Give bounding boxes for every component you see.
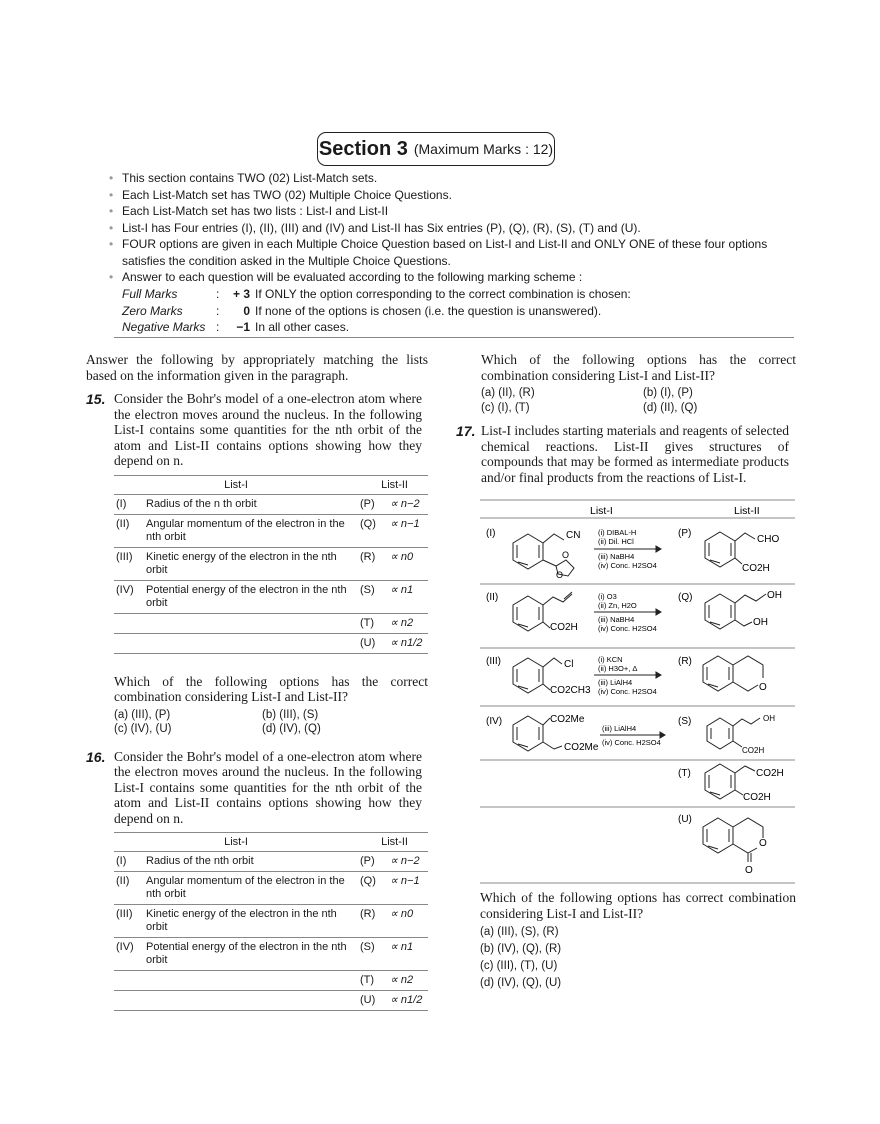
group-o: O <box>759 838 767 849</box>
q15-option-c[interactable]: (c) (IV), (U) <box>114 723 172 735</box>
reagent: (iii) LiAlH4 <box>602 724 637 733</box>
row-dependence: ∝ n1 <box>388 938 428 971</box>
row-dependence: ∝ n0 <box>388 547 428 580</box>
instruction-item: • Answer to each question will be evaluated according to the following marking scheme : <box>106 269 796 286</box>
row-roman: (II) <box>114 514 144 547</box>
scheme-value: + 3 <box>232 287 250 301</box>
right-column <box>456 352 796 485</box>
instruction-item: • Each List-Match set has TWO (02) Multiple Choice Questions. <box>106 187 796 204</box>
row-roman: (III) <box>114 905 144 938</box>
intro-paragraph: Answer the following by appropriately matching the lists based on the information given in the paragraph. <box>86 352 428 383</box>
row-dependence: ∝ n−2 <box>388 494 428 514</box>
row-quantity <box>144 613 358 633</box>
table-row <box>114 905 428 938</box>
row-roman <box>114 613 144 633</box>
row-dependence: ∝ n−1 <box>388 514 428 547</box>
left-column <box>86 352 428 1011</box>
scheme-text: If none of the options is chosen (i.e. the question is unanswered). <box>255 303 602 318</box>
q16-option-b[interactable]: (b) (I), (P) <box>643 387 693 399</box>
group-o: O <box>759 682 767 693</box>
scheme-value: −1 <box>236 320 250 334</box>
q15-options <box>114 708 428 737</box>
reagent: (ii) Dil. HCl <box>598 537 634 546</box>
q17-option-b[interactable]: (b) (IV), (Q), (R) <box>480 943 562 955</box>
reagent: (ii) Zn, H2O <box>598 601 637 610</box>
group-o: O <box>556 570 564 580</box>
table-row <box>114 872 428 905</box>
row-roman: (IV) <box>114 580 144 613</box>
section-header <box>317 132 555 166</box>
q17-label-IV: (IV) <box>486 716 503 727</box>
q17-option-d[interactable]: (d) (IV), (Q), (U) <box>480 977 562 989</box>
table-row <box>114 971 428 991</box>
group-co2h: CO2H <box>742 563 770 574</box>
row-dependence: ∝ n−1 <box>388 872 428 905</box>
row-key: (S) <box>358 938 388 971</box>
group-oh: OH <box>753 617 768 628</box>
group-co2h: CO2H <box>742 746 765 755</box>
q16-table <box>114 832 428 1011</box>
group-co2h: CO2H <box>756 768 784 779</box>
row-quantity: Angular momentum of the electron in the nth orbit <box>144 872 358 905</box>
q15-option-a[interactable]: (a) (III), (P) <box>114 708 171 721</box>
reagent: (iv) Conc. H2SO4 <box>598 687 657 696</box>
table-row <box>114 852 428 872</box>
q16-option-c[interactable]: (c) (I), (T) <box>481 401 530 414</box>
q16-stem <box>86 749 428 827</box>
scheme-row-full: Full Marks : + 3 If ONLY the option corresponding to the correct combination is chosen: <box>122 287 631 301</box>
row-quantity <box>144 991 358 1011</box>
group-co2h: CO2H <box>550 622 578 633</box>
instruction-item: • FOUR options are given in each Multiple Choice Question based on List-I and List-II and ONLY ONE of these four options satisfies the condition asked in the Multiple Choice Questions. <box>106 236 796 269</box>
q17-chem-table <box>480 498 796 888</box>
row-roman: (I) <box>114 852 144 872</box>
scheme-label: Zero Marks <box>122 303 183 318</box>
q15-question: Which of the following options has the correct combination considering List-I and List-II? <box>114 673 428 704</box>
reagent: (ii) H3O+, Δ <box>598 664 638 673</box>
reagent: (iv) Conc. H2SO4 <box>598 624 657 633</box>
table-row <box>114 580 428 613</box>
group-cl: Cl <box>564 659 574 670</box>
instruction-item: • Each List-Match set has two lists : List-I and List-II <box>106 203 796 220</box>
row-key: (S) <box>358 580 388 613</box>
reagent: (iii) LiAlH4 <box>598 678 633 687</box>
q17-head-list2: List-II <box>734 505 760 517</box>
instruction-item: • List-I has Four entries (I), (II), (III) and (IV) and List-II has Six entries (P), (Q), (R), (S), (T) and (U). <box>106 220 796 237</box>
table-row <box>114 613 428 633</box>
reagent: (iv) Conc. H2SO4 <box>598 561 657 570</box>
row-quantity: Kinetic energy of the electron in the nth orbit <box>144 905 358 938</box>
row-key: (P) <box>358 852 388 872</box>
reagent: (iii) NaBH4 <box>598 615 635 624</box>
row-dependence: ∝ n1/2 <box>388 991 428 1011</box>
marking-scheme <box>122 286 631 336</box>
row-roman: (IV) <box>114 938 144 971</box>
scheme-row-negative: Negative Marks : −1 In all other cases. <box>122 320 350 334</box>
q17-number: 17. <box>456 423 476 439</box>
row-roman: (II) <box>114 872 144 905</box>
group-co2me: CO2Me <box>564 742 599 753</box>
row-roman <box>114 971 144 991</box>
q15-stem <box>86 391 428 469</box>
row-quantity: Potential energy of the electron in the nth orbit <box>144 580 358 613</box>
group-co2h: CO2H <box>743 792 771 803</box>
row-key: (U) <box>358 991 388 1011</box>
row-dependence: ∝ n2 <box>388 613 428 633</box>
group-oh: OH <box>763 714 775 723</box>
reagent: (i) DIBAL-H <box>598 528 637 537</box>
row-quantity: Angular momentum of the electron in the nth orbit <box>144 514 358 547</box>
row-roman: (I) <box>114 494 144 514</box>
row-key: (T) <box>358 613 388 633</box>
q15-number: 15. <box>86 391 106 407</box>
q17-label-R: (R) <box>678 656 692 667</box>
reagent: (iv) Conc. H2SO4 <box>602 738 661 747</box>
row-quantity: Radius of the nth orbit <box>144 852 358 872</box>
reagent: (i) KCN <box>598 655 623 664</box>
row-key: (P) <box>358 494 388 514</box>
row-dependence: ∝ n2 <box>388 971 428 991</box>
q17-label-T: (T) <box>678 768 691 779</box>
group-o: O <box>562 550 570 560</box>
q16-option-d[interactable]: (d) (II), (Q) <box>643 401 698 414</box>
row-quantity <box>144 633 358 653</box>
section-marks: (Maximum Marks : 12) <box>413 141 554 157</box>
list1-header: List-I <box>114 833 358 852</box>
q16-text: Consider the Bohr's model of a one-electron atom where the electron moves around the nucleus. In the following List-I contains some quantities for the nth orbit of the atom and List-II contains options showing how they depend on n. <box>114 748 422 826</box>
q17-question-block <box>480 890 796 992</box>
group-o: O <box>745 865 753 876</box>
row-roman <box>114 633 144 653</box>
q17-head-list1: List-I <box>590 505 613 517</box>
q17-question: Which of the following options has correct combination considering List-I and List-II? <box>480 890 796 921</box>
row-key: (T) <box>358 971 388 991</box>
list2-header: List-II <box>358 475 428 494</box>
group-co2ch3: CO2CH3 <box>550 685 591 696</box>
reagent: (iii) NaBH4 <box>598 552 635 561</box>
q15-table <box>114 475 428 654</box>
table-row <box>114 514 428 547</box>
q17-option-c[interactable]: (c) (III), (T), (U) <box>480 960 558 972</box>
row-dependence: ∝ n−2 <box>388 852 428 872</box>
row-key: (R) <box>358 547 388 580</box>
row-key: (U) <box>358 633 388 653</box>
q17-label-P: (P) <box>678 528 692 539</box>
row-quantity: Kinetic energy of the electron in the nth orbit <box>144 547 358 580</box>
table-row <box>114 547 428 580</box>
group-co2me: CO2Me <box>550 714 585 725</box>
divider <box>114 337 794 338</box>
group-oh: OH <box>767 590 782 601</box>
scheme-label: Negative Marks <box>122 320 206 334</box>
row-key: (Q) <box>358 514 388 547</box>
row-quantity <box>144 971 358 991</box>
table-row <box>114 633 428 653</box>
scheme-value: 0 <box>243 303 250 318</box>
table-row <box>114 991 428 1011</box>
q15-text: Consider the Bohr's model of a one-electron atom where the electron moves around the nucleus. In the following List-I contains some quantities for the nth orbit of the atom and List-II contains options showing how they depend on n. <box>114 391 422 468</box>
row-quantity: Radius of the n th orbit <box>144 494 358 514</box>
reagent: (i) O3 <box>598 592 617 601</box>
scheme-row-zero: Zero Marks : 0 If none of the options is chosen (i.e. the question is unanswered). <box>122 303 602 318</box>
row-quantity: Potential energy of the electron in the nth orbit <box>144 938 358 971</box>
q16-number: 16. <box>86 748 106 765</box>
q16-options <box>481 386 796 415</box>
q17-stem <box>456 423 796 485</box>
group-cho: CHO <box>757 534 780 545</box>
row-dependence: ∝ n0 <box>388 905 428 938</box>
group-cn: CN <box>566 530 581 541</box>
row-dependence: ∝ n1 <box>388 580 428 613</box>
q17-label-III: (III) <box>486 656 501 667</box>
q17-option-a[interactable]: (a) (III), (S), (R) <box>480 926 559 938</box>
q17-options <box>480 924 796 992</box>
q16-question: Which of the following options has the correct combination considering List-I and List-II? <box>481 352 796 383</box>
q17-text: List-I includes starting materials and reagents of selected chemical reactions. List-II gives structures of compounds that may be formed as intermediate products and/or final products from the reactions of List-I. <box>481 423 789 485</box>
list2-header: List-II <box>358 833 428 852</box>
table-row <box>114 938 428 971</box>
row-key: (R) <box>358 905 388 938</box>
scheme-label: Full Marks <box>122 287 178 301</box>
list1-header: List-I <box>114 475 358 494</box>
scheme-text: If ONLY the option corresponding to the correct combination is chosen: <box>255 287 631 301</box>
q16-option-a[interactable]: (a) (II), (R) <box>481 387 535 399</box>
scheme-text: In all other cases. <box>255 320 350 334</box>
row-roman <box>114 991 144 1011</box>
row-key: (Q) <box>358 872 388 905</box>
instruction-item: • This section contains TWO (02) List-Match sets. <box>106 170 796 187</box>
instructions-list <box>106 170 796 286</box>
row-dependence: ∝ n1/2 <box>388 633 428 653</box>
q17-label-II: (II) <box>486 592 499 603</box>
q17-label-Q: (Q) <box>678 592 693 603</box>
q17-label-S: (S) <box>678 716 692 727</box>
row-roman: (III) <box>114 547 144 580</box>
table-row <box>114 494 428 514</box>
section-title: Section 3 <box>318 137 408 160</box>
q15-option-d[interactable]: (d) (IV), (Q) <box>262 723 321 735</box>
q17-label-I: (I) <box>486 528 496 539</box>
q15-option-b[interactable]: (b) (III), (S) <box>262 708 319 721</box>
q17-label-U: (U) <box>678 814 692 825</box>
